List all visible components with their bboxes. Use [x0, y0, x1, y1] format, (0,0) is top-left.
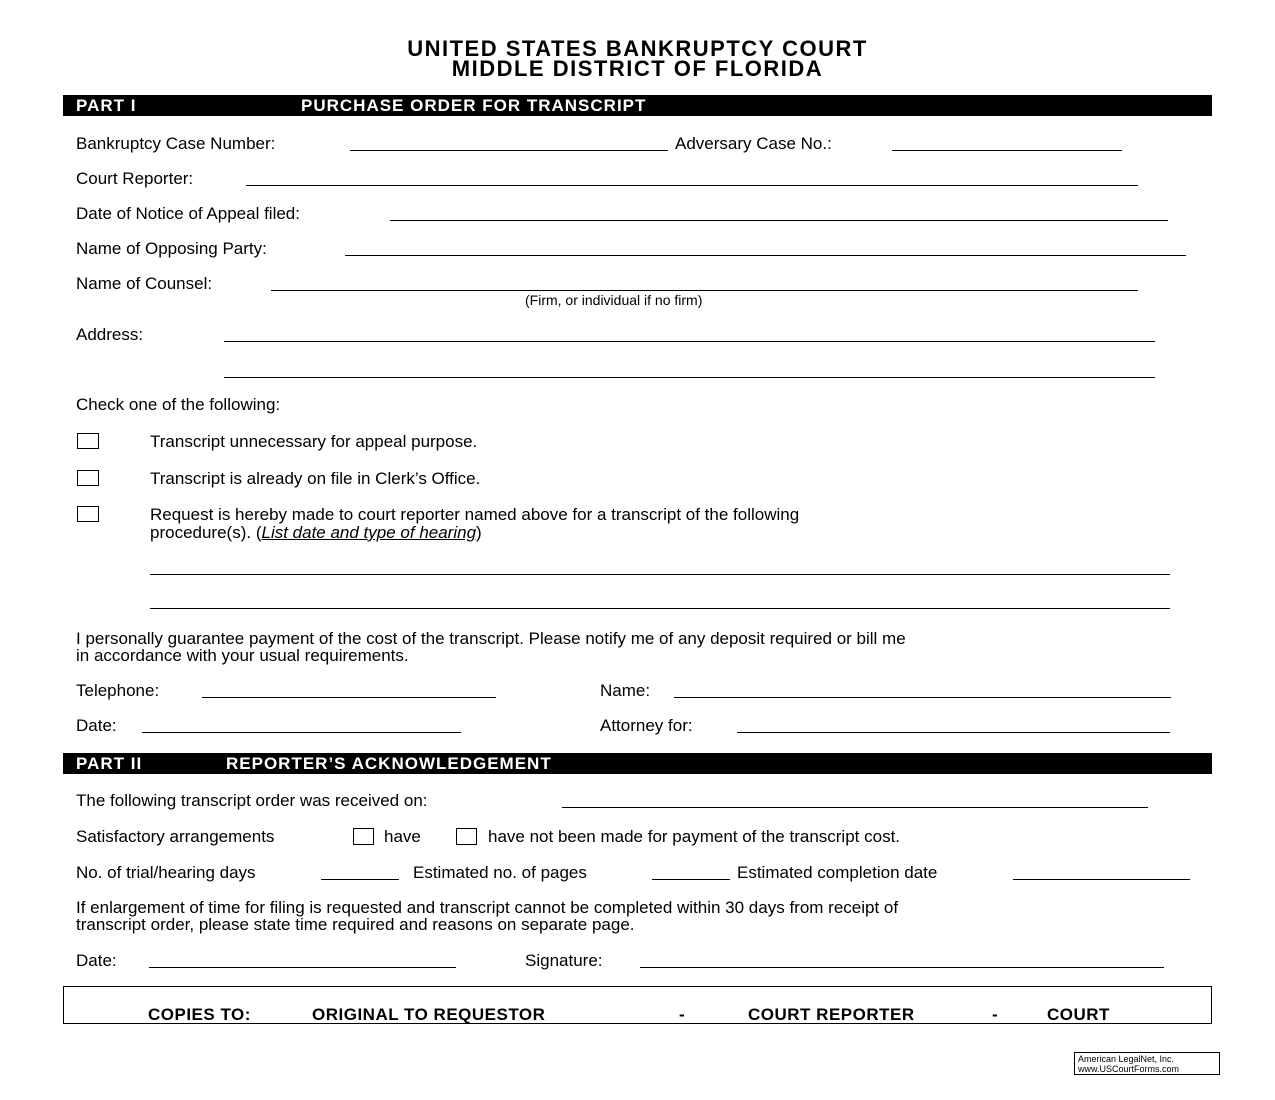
telephone-field[interactable]	[202, 697, 496, 698]
est-pages-label: Estimated no. of pages	[413, 863, 587, 882]
arrangements-label: Satisfactory arrangements	[76, 827, 275, 846]
have-not-label: have not been made for payment of the transcript cost.	[488, 827, 901, 846]
publisher-company: American LegalNet, Inc.	[1078, 1054, 1175, 1064]
est-completion-field[interactable]	[1013, 879, 1190, 880]
adversary-case-field[interactable]	[892, 150, 1122, 151]
case-number-label: Bankruptcy Case Number:	[76, 134, 276, 153]
est-completion-label: Estimated completion date	[737, 863, 938, 882]
attorney-for-field[interactable]	[737, 732, 1170, 733]
have-label: have	[384, 827, 421, 846]
copies-court-reporter: COURT REPORTER	[748, 1005, 915, 1024]
procedure-field-line2[interactable]	[150, 608, 1170, 609]
have-not-checkbox[interactable]	[456, 828, 477, 845]
enlargement-text-line1: If enlargement of time for filing is requested and transcript cannot be completed within 30 days from receipt of	[76, 898, 899, 917]
name-label: Name:	[600, 681, 651, 700]
part1-header-bar	[63, 95, 1212, 116]
part1-title: PURCHASE ORDER FOR TRANSCRIPT	[301, 96, 647, 115]
address-field-line2[interactable]	[224, 377, 1155, 378]
signature-field[interactable]	[640, 967, 1164, 968]
option-on-file-checkbox[interactable]	[77, 470, 99, 486]
court-reporter-field[interactable]	[246, 185, 1138, 186]
appeal-date-field[interactable]	[390, 220, 1168, 221]
publisher-website: www.USCourtForms.com	[1078, 1064, 1180, 1074]
part2-date-field[interactable]	[149, 967, 456, 968]
appeal-date-label: Date of Notice of Appeal filed:	[76, 204, 300, 223]
check-prompt: Check one of the following:	[76, 395, 281, 414]
copies-to-box	[63, 986, 1212, 1024]
counsel-label: Name of Counsel:	[76, 274, 213, 293]
procedure-prefix: procedure(s). (	[150, 523, 262, 542]
option-on-file-label: Transcript is already on file in Clerk’s Office.	[150, 469, 481, 488]
trial-days-field[interactable]	[321, 879, 399, 880]
part2-date-label: Date:	[76, 951, 117, 970]
option-request-label: Request is hereby made to court reporter named above for a transcript of the following	[150, 505, 800, 524]
received-date-field[interactable]	[562, 807, 1148, 808]
procedure-field-line1[interactable]	[150, 574, 1170, 575]
opposing-party-field[interactable]	[345, 255, 1186, 256]
option-unnecessary-checkbox[interactable]	[77, 433, 99, 449]
address-field-line1[interactable]	[224, 341, 1155, 342]
enlargement-text-line2: transcript order, please state time required and reasons on separate page.	[76, 915, 635, 934]
guarantee-text-line1: I personally guarantee payment of the cost of the transcript. Please notify me of any deposit required or bill me	[76, 629, 906, 648]
opposing-party-label: Name of Opposing Party:	[76, 239, 267, 258]
address-label: Address:	[76, 325, 144, 344]
copies-dash-1: -	[679, 1005, 686, 1024]
court-name: UNITED STATES BANKRUPTCY COURT	[407, 36, 868, 61]
part2-title: REPORTER’S ACKNOWLEDGEMENT	[226, 754, 552, 773]
guarantee-text-line2: in accordance with your usual requirements.	[76, 646, 409, 665]
publisher-badge	[1074, 1052, 1220, 1075]
attorney-for-label: Attorney for:	[600, 716, 693, 735]
part1-date-field[interactable]	[142, 732, 461, 733]
counsel-note: (Firm, or individual if no firm)	[525, 292, 703, 308]
part2-header-bar	[63, 753, 1212, 774]
copies-to-label: COPIES TO:	[148, 1005, 251, 1024]
est-pages-field[interactable]	[652, 879, 730, 880]
copies-dash-2: -	[992, 1005, 999, 1024]
district-name: MIDDLE DISTRICT OF FLORIDA	[451, 56, 824, 81]
copies-original: ORIGINAL TO REQUESTOR	[312, 1005, 546, 1024]
copies-court: COURT	[1047, 1005, 1110, 1024]
received-label: The following transcript order was received on:	[76, 791, 428, 810]
have-checkbox[interactable]	[353, 828, 374, 845]
part2-label: PART II	[76, 754, 143, 773]
name-field[interactable]	[674, 697, 1171, 698]
part1-label: PART I	[76, 96, 137, 115]
option-request-checkbox[interactable]	[77, 506, 99, 522]
signature-label: Signature:	[525, 951, 603, 970]
option-request-continuation	[150, 523, 482, 543]
trial-days-label: No. of trial/hearing days	[76, 863, 256, 882]
telephone-label: Telephone:	[76, 681, 160, 700]
counsel-field[interactable]	[271, 290, 1138, 291]
procedure-hint: List date and type of hearing	[261, 523, 477, 542]
option-unnecessary-label: Transcript unnecessary for appeal purpose.	[150, 432, 478, 451]
case-number-field[interactable]	[350, 150, 668, 151]
part1-date-label: Date:	[76, 716, 117, 735]
adversary-case-label: Adversary Case No.:	[675, 134, 832, 153]
court-reporter-label: Court Reporter:	[76, 169, 194, 188]
procedure-suffix: )	[476, 523, 482, 542]
